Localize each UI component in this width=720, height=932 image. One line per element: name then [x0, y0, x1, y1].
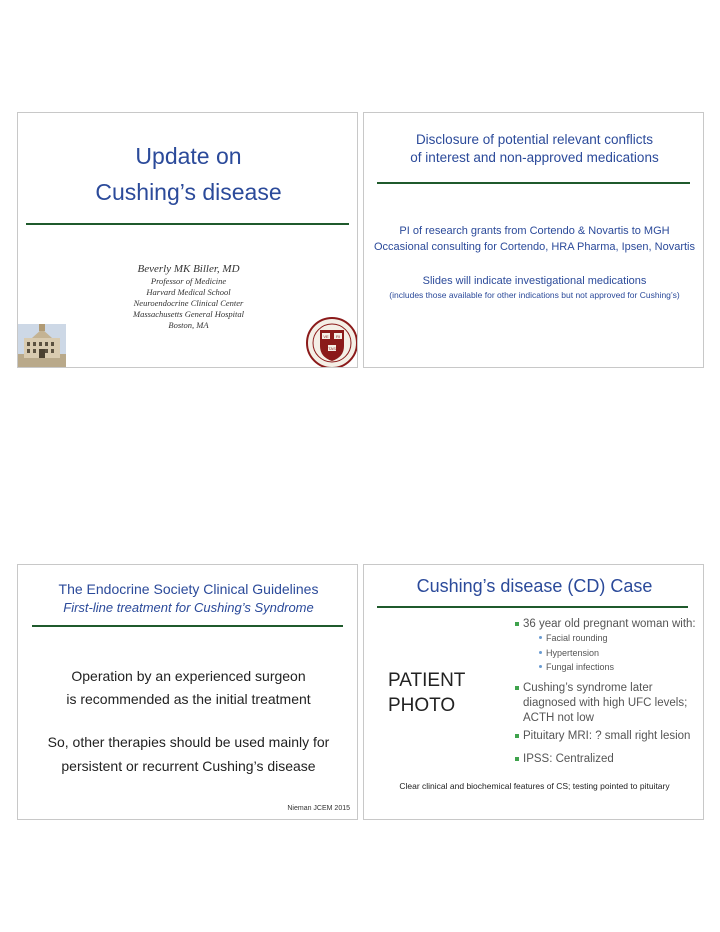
affiliation-line: Boston, MA	[168, 320, 209, 330]
photo-label-line: PATIENT	[388, 670, 466, 691]
citation: Nieman JCEM 2015	[287, 805, 350, 812]
sub-bullet-text: Hypertension	[546, 648, 600, 658]
bullet-dot-icon	[539, 665, 542, 668]
recommendation-line: Operation by an experienced surgeon	[71, 668, 306, 684]
title-line-2: Cushing’s disease	[95, 179, 282, 205]
sub-bullet	[546, 648, 599, 658]
title-line-1: Update on	[135, 143, 242, 169]
recommendation-line: is recommended as the initial treatment	[66, 691, 311, 707]
disclosure-grants	[364, 223, 704, 255]
sub-bullet-text: Facial rounding	[546, 633, 608, 643]
seal-text: TAS	[328, 346, 336, 351]
affiliation-line: Harvard Medical School	[146, 287, 231, 297]
title-rule	[377, 606, 688, 608]
disclosure-line: Occasional consulting for Cortendo, HRA Pharma, Ipsen, Novartis	[374, 241, 695, 253]
bullet-square-icon	[515, 757, 519, 761]
guidelines-title: The Endocrine Society Clinical Guidelines	[58, 581, 319, 597]
slide-disclosure	[363, 112, 704, 368]
bullet-dot-icon	[539, 636, 542, 639]
title-rule	[377, 182, 690, 184]
disclosure-title-line: Disclosure of potential relevant conflicts	[415, 132, 654, 147]
recommendation-text	[18, 665, 358, 711]
title-rule	[32, 625, 343, 627]
bullet-ipss	[523, 752, 614, 767]
guidelines-subtitle: First-line treatment for Cushing’s Syndrome	[63, 600, 314, 615]
affiliation-line: Massachusetts General Hospital	[133, 309, 244, 319]
harvard-seal-logo	[306, 317, 358, 368]
author-name: Beverly MK Biller, MD	[137, 263, 240, 275]
bullet-text: diagnosed with high UFC levels;	[523, 697, 688, 709]
disclosure-title-line: of interest and non-approved medications	[410, 150, 659, 165]
disclosure-line: PI of research grants from Cortendo & Novartis to MGH	[399, 225, 670, 237]
hospital-building-image	[18, 324, 66, 367]
investigational-note: Slides will indicate investigational medications	[422, 275, 647, 287]
sub-bullet	[546, 633, 608, 643]
bullet-text: Pituitary MRI: ? small right lesion	[523, 730, 691, 742]
affiliation-line: Professor of Medicine	[150, 276, 227, 286]
slide-case	[363, 564, 704, 820]
patient-photo-placeholder	[388, 668, 465, 718]
bullet-text: ACTH not low	[523, 712, 594, 724]
bullet-text: IPSS: Centralized	[523, 753, 614, 765]
bullet-square-icon	[515, 686, 519, 690]
seal-text: RI	[336, 334, 340, 339]
slide-title	[17, 112, 358, 368]
bullet-mri	[523, 729, 690, 744]
photo-label-line: PHOTO	[388, 695, 456, 716]
other-therapies-line: persistent or recurrent Cushing’s disease	[61, 758, 316, 774]
bullet-diagnosis	[523, 681, 687, 726]
bullet-text: 36 year old pregnant woman with:	[523, 618, 696, 630]
sub-bullet-text: Fungal infections	[546, 662, 615, 672]
bullet-square-icon	[515, 622, 519, 626]
other-therapies-line: So, other therapies should be used mainly for	[47, 734, 330, 750]
bullet-square-icon	[515, 734, 519, 738]
affiliation-line: Neuroendocrine Clinical Center	[133, 298, 244, 308]
bullet-dot-icon	[539, 651, 542, 654]
disclosure-title	[364, 131, 704, 167]
seal-text: VE	[323, 334, 329, 339]
case-footer: Clear clinical and biochemical features of CS; testing pointed to pituitary	[399, 781, 670, 791]
title-rule	[26, 223, 349, 225]
bullet-text: Cushing’s syndrome later	[523, 682, 653, 694]
bullet-patient	[523, 617, 696, 632]
case-title: Cushing’s disease (CD) Case	[416, 576, 653, 596]
slide-guidelines	[17, 564, 358, 820]
investigational-subnote: (includes those available for other indications but not approved for Cushing’s)	[389, 290, 680, 300]
other-therapies-text	[18, 730, 358, 778]
sub-bullet	[546, 662, 614, 672]
